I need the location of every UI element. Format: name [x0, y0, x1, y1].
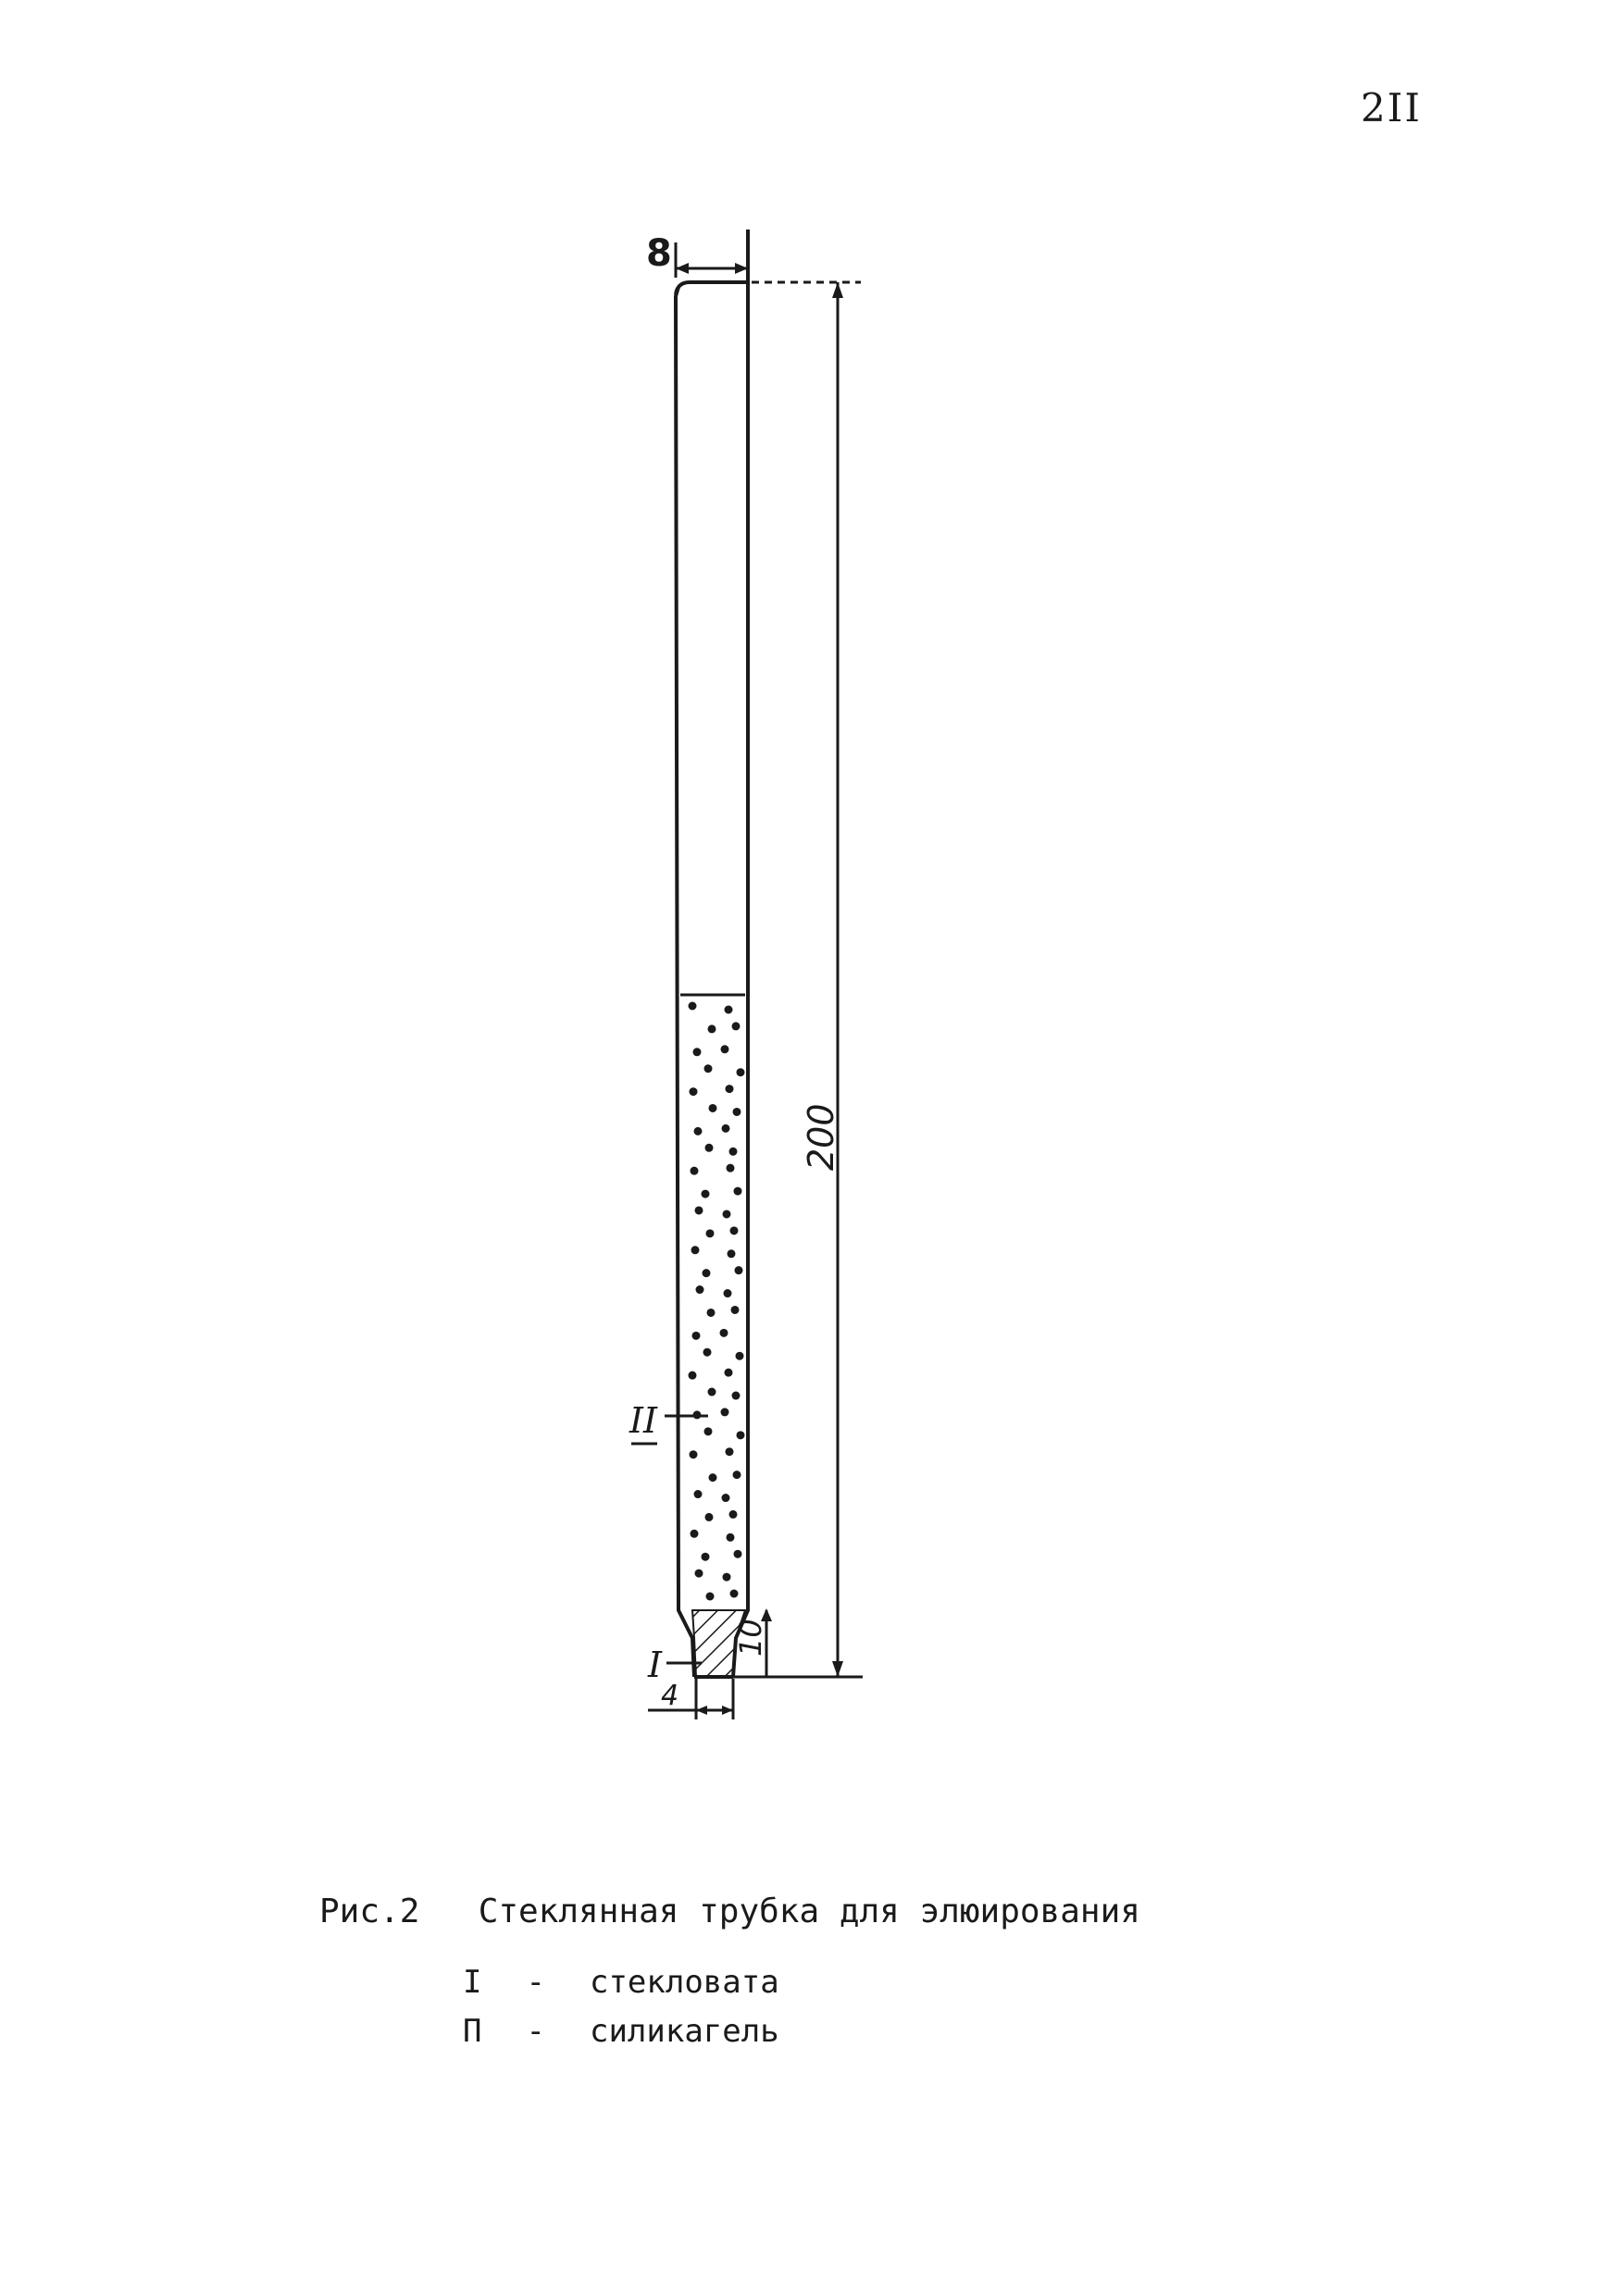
- dimension-length: [733, 282, 863, 1677]
- silica-gel-dot: [734, 1550, 742, 1558]
- silica-gel-dot: [730, 1226, 739, 1235]
- silica-gel-dot: [690, 1087, 698, 1096]
- silica-gel-dot: [737, 1431, 745, 1439]
- tube-body: [676, 230, 748, 1677]
- silica-gel-dot: [705, 1513, 714, 1521]
- silica-gel-dot: [727, 1533, 735, 1542]
- legend-item: [463, 1964, 779, 2001]
- silica-gel-dot: [725, 1369, 733, 1377]
- tube-right-wall: [733, 230, 748, 1677]
- silica-gel-dot: [721, 1408, 729, 1416]
- silica-gel-dot: [704, 1427, 713, 1435]
- silica-gel-dot: [689, 1002, 697, 1011]
- page-number: 2II: [1361, 85, 1422, 130]
- figure-title: Стеклянная трубка для элюирования: [478, 1893, 1140, 1930]
- silica-gel-dot: [729, 1510, 738, 1519]
- legend-separator: -: [526, 2013, 545, 2050]
- silica-gel-dot: [708, 1388, 716, 1396]
- silica-gel-dot: [690, 1450, 698, 1458]
- silica-gel-dot: [703, 1348, 712, 1357]
- silica-gel-dot: [723, 1210, 731, 1218]
- silica-gel-dot: [724, 1289, 732, 1297]
- dimension-label-plug-height: 10: [733, 1619, 768, 1657]
- legend-symbol: I: [463, 1964, 482, 2001]
- silica-gel-dot: [706, 1593, 715, 1601]
- silica-gel-dot: [720, 1329, 728, 1337]
- dimension-label-outlet-diameter: 4: [661, 1680, 679, 1712]
- silica-gel-dot: [709, 1473, 717, 1482]
- silica-gel-dot: [723, 1573, 731, 1582]
- silica-gel-dot: [702, 1190, 710, 1198]
- legend-separator: -: [526, 1964, 545, 2001]
- silica-gel-dot: [708, 1024, 716, 1033]
- silica-gel-dot: [735, 1266, 743, 1274]
- silica-gel-dot: [722, 1494, 730, 1502]
- silica-gel-dot: [729, 1148, 738, 1156]
- part-label-glass-wool: I: [648, 1644, 663, 1685]
- legend-item: [463, 2013, 779, 2050]
- silica-gel-dot: [726, 1085, 734, 1093]
- silica-gel-dot: [696, 1285, 704, 1294]
- part-label-silica-gel: II: [629, 1400, 658, 1441]
- silica-gel-dot: [707, 1309, 716, 1317]
- dimension-label-outer-diameter: 8: [646, 232, 672, 275]
- silica-gel-dot: [691, 1167, 699, 1175]
- silica-gel-dot: [732, 1022, 741, 1030]
- silica-gel-dot: [725, 1006, 733, 1014]
- silica-gel-dot: [721, 1045, 729, 1053]
- silica-gel-dot: [732, 1392, 741, 1400]
- silica-gel-dot: [734, 1187, 742, 1196]
- silica-gel-dot: [728, 1249, 736, 1258]
- silica-gel-dot: [694, 1127, 703, 1136]
- silica-gel-dot: [693, 1048, 702, 1056]
- silica-gel-packing: [689, 1002, 745, 1601]
- silica-gel-dot: [736, 1352, 744, 1360]
- figure-number: Рис.2: [319, 1893, 420, 1930]
- silica-gel-dot: [737, 1068, 745, 1076]
- dimension-outer-diameter: [676, 242, 748, 278]
- silica-gel-dot: [726, 1447, 734, 1456]
- tube-top-rim: [676, 282, 748, 294]
- silica-gel-dot: [692, 1332, 701, 1340]
- silica-gel-dot: [731, 1306, 740, 1314]
- silica-gel-dot: [705, 1144, 714, 1152]
- silica-gel-dot: [691, 1530, 699, 1538]
- tube-left-wall: [676, 287, 694, 1677]
- dimension-label-length: 200: [801, 1103, 841, 1171]
- silica-gel-dot: [733, 1471, 741, 1479]
- silica-gel-dot: [733, 1108, 741, 1116]
- figure-caption: [319, 1895, 1140, 1929]
- silica-gel-dot: [694, 1490, 703, 1498]
- silica-gel-dot: [702, 1553, 710, 1561]
- silica-gel-dot: [695, 1570, 703, 1578]
- silica-gel-dot: [709, 1104, 717, 1112]
- silica-gel-dot: [727, 1164, 735, 1173]
- silica-gel-dot: [691, 1246, 700, 1254]
- legend-symbol: П: [463, 2013, 482, 2050]
- silica-gel-dot: [704, 1064, 713, 1073]
- silica-gel-dot: [689, 1371, 697, 1380]
- silica-gel-dot: [703, 1269, 711, 1277]
- silica-gel-dot: [730, 1590, 739, 1598]
- legend-text: стекловата: [589, 1964, 779, 2001]
- legend-text: силикагель: [589, 2013, 779, 2050]
- silica-gel-dot: [722, 1124, 730, 1133]
- silica-gel-dot: [695, 1206, 703, 1214]
- silica-gel-dot: [706, 1229, 715, 1237]
